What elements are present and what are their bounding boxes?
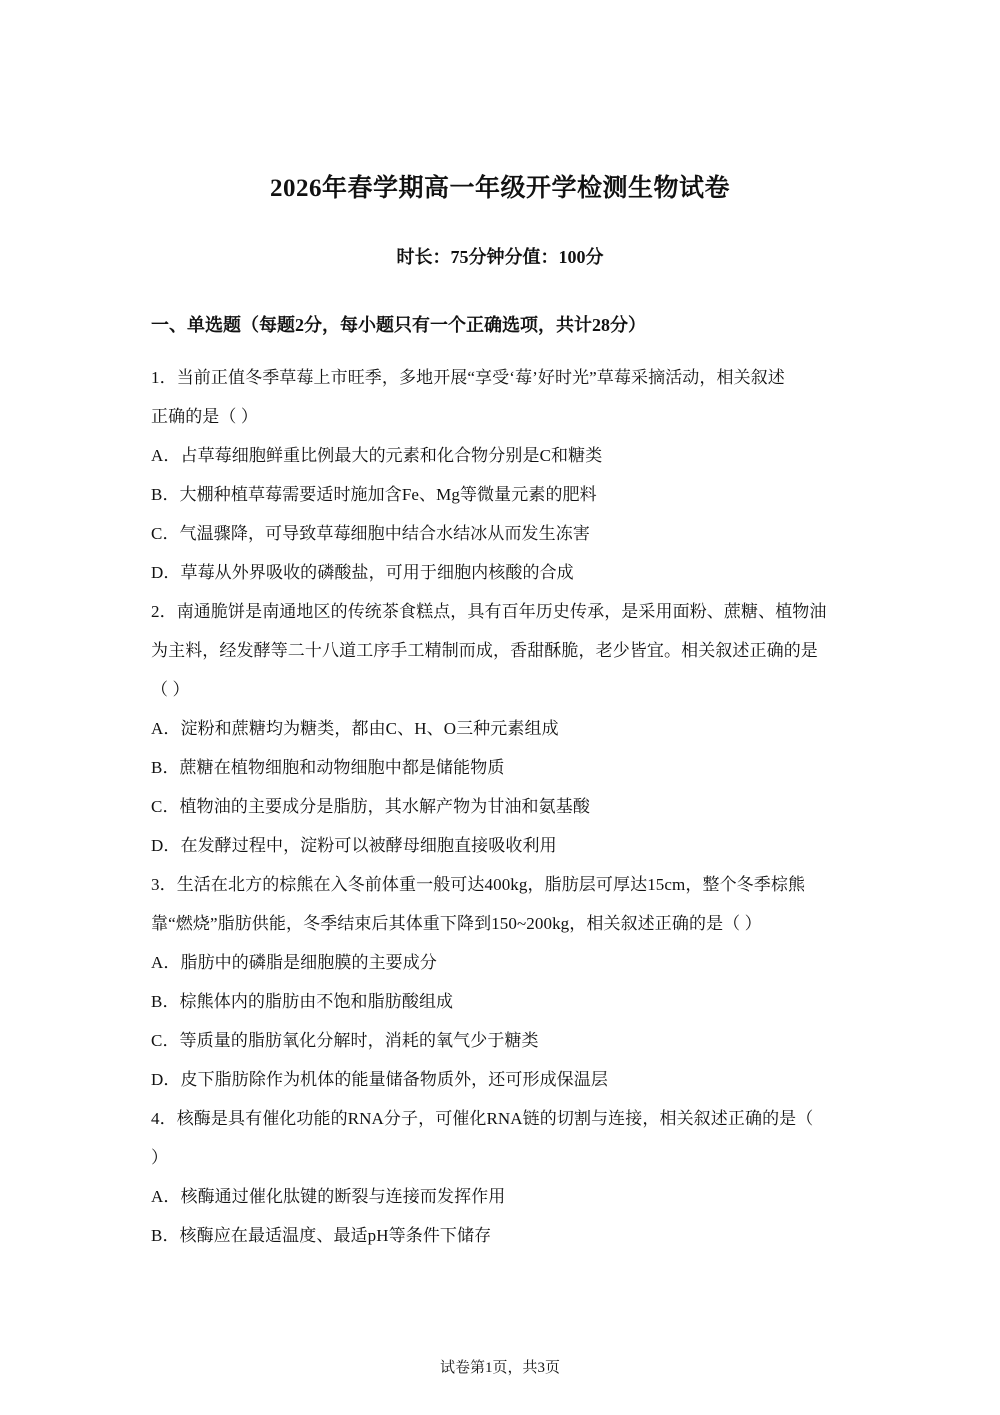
option-b: B．棕熊体内的脂肪由不饱和脂肪酸组成 bbox=[151, 992, 454, 1011]
option-c: C．等质量的脂肪氧化分解时，消耗的氧气少于糖类 bbox=[151, 1031, 539, 1050]
question-stem-line: （ ） bbox=[151, 680, 190, 699]
section-heading: 一、单选题（每题2分，每小题只有一个正确选项，共计28分） bbox=[151, 315, 646, 335]
question-stem-line: 正确的是（ ） bbox=[151, 407, 258, 426]
option-a: A．核酶通过催化肽键的断裂与连接而发挥作用 bbox=[151, 1187, 506, 1206]
page-footer: 试卷第1页，共3页 bbox=[439, 1360, 560, 1376]
question-stem-line: 1．当前正值冬季草莓上市旺季，多地开展“享受‘莓’好时光”草莓采摘活动，相关叙述 bbox=[151, 368, 785, 387]
question-stem-line: ） bbox=[151, 1148, 169, 1167]
option-c: C．植物油的主要成分是脂肪，其水解产物为甘油和氨基酸 bbox=[151, 797, 590, 816]
question-stem-line: 3．生活在北方的棕熊在入冬前体重一般可达400kg，脂肪层可厚达15cm，整个冬季棕熊 bbox=[151, 875, 806, 894]
question-1 bbox=[151, 363, 851, 597]
option-b: B．核酶应在最适温度、最适pH等条件下储存 bbox=[151, 1226, 492, 1245]
question-3 bbox=[151, 870, 851, 1104]
option-d: D．草莓从外界吸收的磷酸盐，可用于细胞内核酸的合成 bbox=[151, 563, 574, 582]
option-d: D．皮下脂肪除作为机体的能量储备物质外，还可形成保温层 bbox=[151, 1070, 608, 1089]
question-stem-line: 2．南通脆饼是南通地区的传统茶食糕点，具有百年历史传承，是采用面粉、蔗糖、植物油 bbox=[151, 602, 827, 621]
option-a: A．占草莓细胞鲜重比例最大的元素和化合物分别是C和糖类 bbox=[151, 446, 603, 465]
questions-list bbox=[151, 363, 851, 1260]
option-d: D．在发酵过程中，淀粉可以被酵母细胞直接吸收利用 bbox=[151, 836, 557, 855]
question-2 bbox=[151, 597, 851, 870]
question-stem-line: 靠“燃烧”脂肪供能，冬季结束后其体重下降到150~200kg，相关叙述正确的是（ ） bbox=[151, 914, 762, 933]
option-b: B．蔗糖在植物细胞和动物细胞中都是储能物质 bbox=[151, 758, 505, 777]
option-a: A．脂肪中的磷脂是细胞膜的主要成分 bbox=[151, 953, 437, 972]
option-b: B．大棚种植草莓需要适时施加含Fe、Mg等微量元素的肥料 bbox=[151, 485, 597, 504]
question-4 bbox=[151, 1104, 851, 1260]
option-c: C．气温骤降，可导致草莓细胞中结合水结冰从而发生冻害 bbox=[151, 524, 590, 543]
exam-title: 2026年春学期高一年级开学检测生物试卷 bbox=[269, 175, 730, 202]
question-stem-line: 4．核酶是具有催化功能的RNA分子，可催化RNA链的切割与连接，相关叙述正确的是（ bbox=[151, 1109, 814, 1128]
option-a: A．淀粉和蔗糖均为糖类，都由C、H、O三种元素组成 bbox=[151, 719, 559, 738]
question-stem-line: 为主料，经发酵等二十八道工序手工精制而成，香甜酥脆，老少皆宜。相关叙述正确的是 bbox=[151, 641, 818, 660]
exam-duration-score: 时长：75分钟分值：100分 bbox=[396, 247, 604, 267]
